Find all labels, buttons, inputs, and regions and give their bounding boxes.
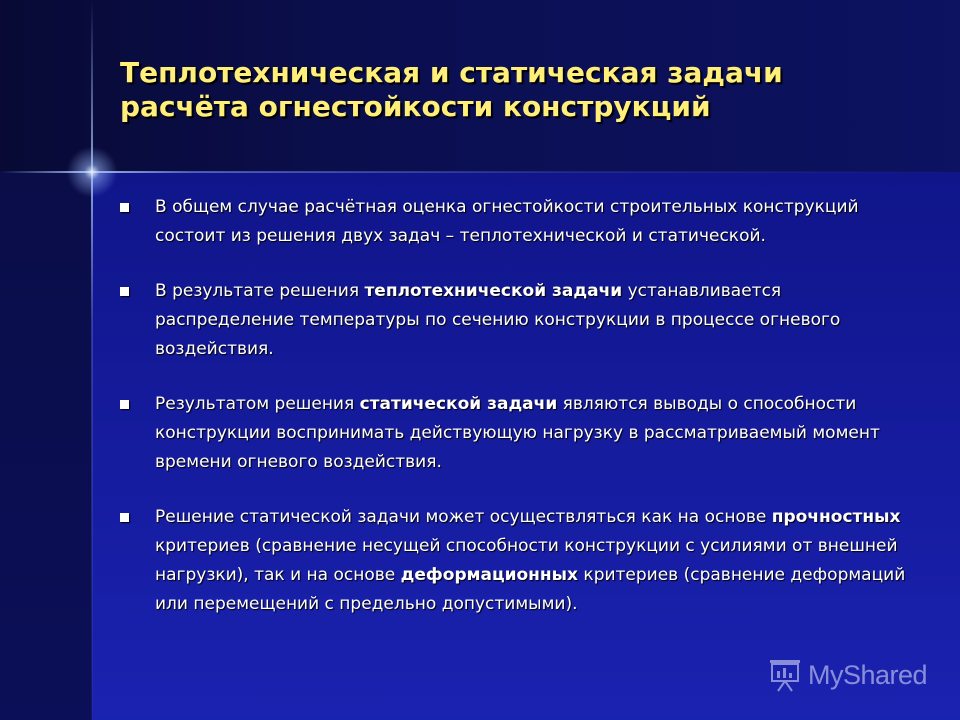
- bullet-text: критериев (сравнение деформаций или перемещений с предельно допустимыми).: [155, 565, 906, 614]
- watermark-text: MyShared: [808, 659, 928, 690]
- bullet-item: [118, 277, 918, 364]
- bullet-emphasis: прочностных: [771, 507, 901, 527]
- bullet-emphasis: теплотехнической задачи: [364, 281, 623, 301]
- left-strip: [0, 172, 92, 720]
- bullet-item: [118, 390, 918, 477]
- square-bullet-icon: [120, 400, 129, 409]
- bullet-item: [118, 503, 918, 619]
- bullet-list: [118, 193, 918, 645]
- square-bullet-icon: [120, 287, 129, 296]
- title-line: Теплотехническая и статическая задачи: [120, 56, 783, 89]
- slide-title: [120, 56, 920, 124]
- bullet-text: В результате решения: [155, 281, 365, 301]
- title-line: расчёта огнестойкости конструкций: [120, 90, 711, 123]
- bullet-text: критериев (сравнение несущей способности конструкции с усилиями от внешней нагрузки), так и на основе: [155, 536, 898, 585]
- bullet-text: Решение статической задачи может осуществляться как на основе: [155, 507, 772, 527]
- square-bullet-icon: [120, 513, 129, 522]
- bullet-item: [118, 193, 918, 251]
- watermark: [768, 657, 927, 693]
- light-flare-glow: [62, 142, 122, 202]
- light-flare-vertical: [91, 0, 93, 720]
- bullet-text: устанавливается распределение температуры по сечению конструкции в процессе огневого воздействия.: [155, 281, 841, 359]
- bullet-text: В общем случае расчётная оценка огнестойкости строительных конструкций состоит из решения двух задач – теплотехнической и статической.: [155, 197, 859, 246]
- bullet-text: являются выводы о способности конструкции воспринимать действующую нагрузку в рассматриваемый момент времени огневого воздействия.: [155, 394, 880, 472]
- bullet-text: Результатом решения: [155, 394, 360, 414]
- light-flare-horizontal: [0, 171, 960, 173]
- bullet-emphasis: статической задачи: [359, 394, 558, 414]
- presentation-icon: [768, 657, 802, 693]
- bullet-emphasis: деформационных: [400, 565, 579, 585]
- square-bullet-icon: [120, 203, 129, 212]
